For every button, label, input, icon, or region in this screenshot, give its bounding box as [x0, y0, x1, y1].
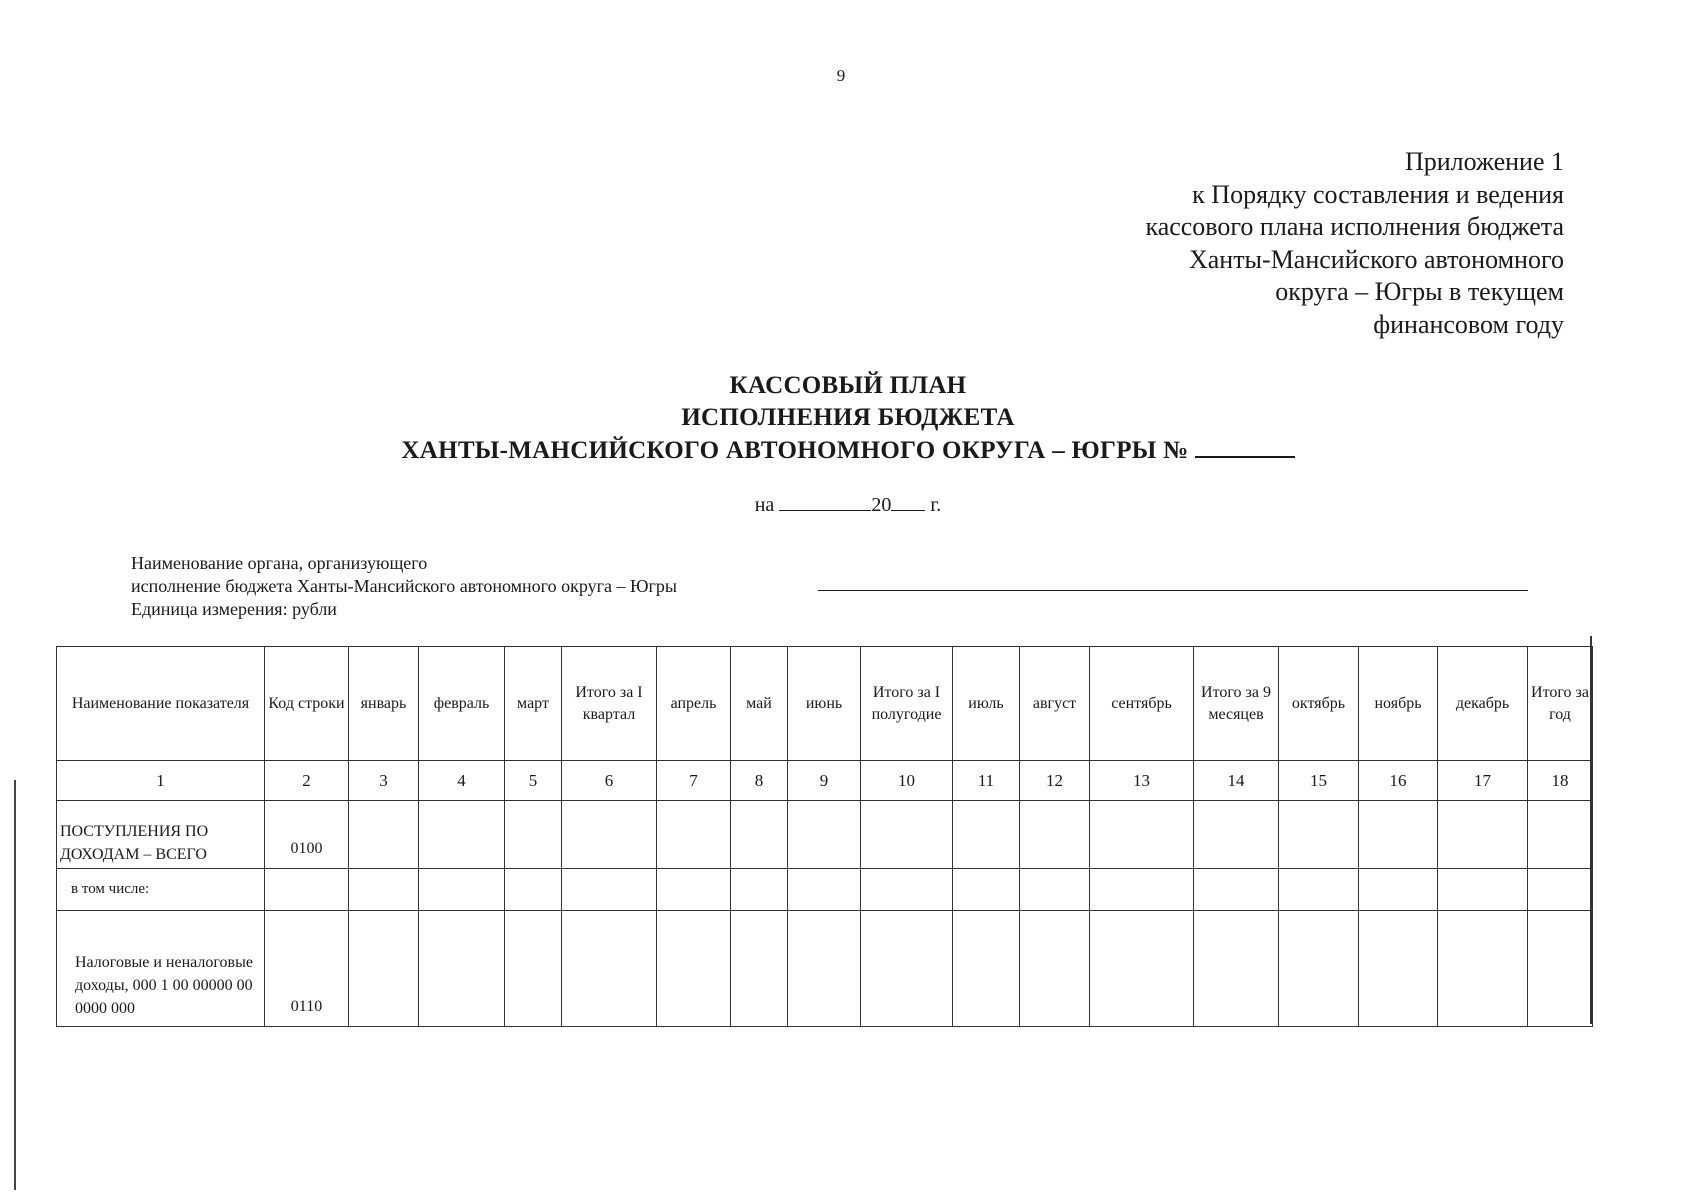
column-header: февраль: [419, 647, 505, 761]
column-header: сентябрь: [1090, 647, 1194, 761]
value-cell: [731, 911, 788, 1027]
org-label-1: Наименование органа, организующего: [131, 553, 428, 573]
value-cell: [953, 911, 1020, 1027]
column-number: 10: [861, 761, 953, 801]
header-row: [57, 647, 1593, 761]
value-cell: [953, 801, 1020, 869]
table-row: [57, 911, 1593, 1027]
column-number: 7: [657, 761, 731, 801]
value-cell: [861, 801, 953, 869]
scan-margin-line: [14, 780, 16, 1190]
value-cell: [1528, 869, 1593, 911]
date-prefix: на: [754, 494, 775, 516]
value-cell: [657, 801, 731, 869]
value-cell: [788, 911, 861, 1027]
value-cell: [419, 911, 505, 1027]
column-header: Код строки: [265, 647, 349, 761]
value-cell: [861, 911, 953, 1027]
value-cell: [657, 911, 731, 1027]
value-cell: [1194, 801, 1279, 869]
value-cell: [1528, 801, 1593, 869]
appendix-note: [1145, 146, 1564, 341]
row-label: ПОСТУПЛЕНИЯ ПО ДОХОДАМ – ВСЕГО: [57, 801, 265, 869]
year-blank: [891, 494, 925, 511]
value-cell: [953, 869, 1020, 911]
column-number: 11: [953, 761, 1020, 801]
value-cell: [1020, 869, 1090, 911]
column-header: май: [731, 647, 788, 761]
column-header: август: [1020, 647, 1090, 761]
document-title: [0, 370, 1696, 467]
column-number-row: [57, 761, 1593, 801]
value-cell: [731, 801, 788, 869]
row-label: Налоговые и неналоговые доходы, 000 1 00 00000 00 0000 000: [57, 911, 265, 1027]
appendix-line: кассового плана исполнения бюджета: [1145, 212, 1564, 241]
value-cell: [1359, 801, 1438, 869]
value-cell: [1359, 869, 1438, 911]
scan-edge-line: [1590, 636, 1592, 1024]
row-code: 0110: [265, 911, 349, 1027]
column-number: 2: [265, 761, 349, 801]
value-cell: [657, 869, 731, 911]
value-cell: [349, 869, 419, 911]
value-cell: [1279, 869, 1359, 911]
column-header: март: [505, 647, 562, 761]
column-number: 14: [1194, 761, 1279, 801]
appendix-line: Приложение 1: [1404, 147, 1564, 176]
value-cell: [1194, 869, 1279, 911]
value-cell: [562, 869, 657, 911]
value-cell: [419, 801, 505, 869]
column-header: Итого за 9 месяцев: [1194, 647, 1279, 761]
column-header: Итого за I квартал: [562, 647, 657, 761]
title-line-3-text: ХАНТЫ-МАНСИЙСКОГО АВТОНОМНОГО ОКРУГА – ЮГРЫ №: [401, 437, 1189, 464]
value-cell: [349, 801, 419, 869]
column-number: 13: [1090, 761, 1194, 801]
appendix-line: к Порядку составления и ведения: [1192, 179, 1564, 209]
page-number: 9: [836, 66, 846, 85]
date-suffix: г.: [930, 494, 942, 516]
table-row: [57, 869, 1593, 911]
meta-block: [131, 552, 677, 621]
value-cell: [419, 869, 505, 911]
row-code: 0100: [265, 801, 349, 869]
column-number: 12: [1020, 761, 1090, 801]
value-cell: [1020, 911, 1090, 1027]
value-cell: [1279, 911, 1359, 1027]
value-cell: [1359, 911, 1438, 1027]
column-number: 3: [349, 761, 419, 801]
column-number: 16: [1359, 761, 1438, 801]
value-cell: [1528, 911, 1593, 1027]
title-line-3: [0, 434, 1696, 467]
column-header: январь: [349, 647, 419, 761]
row-code: [265, 869, 349, 911]
column-header: декабрь: [1438, 647, 1528, 761]
value-cell: [562, 911, 657, 1027]
column-header: июль: [953, 647, 1020, 761]
org-label-2: исполнение бюджета Ханты-Мансийского автономного округа – Югры: [131, 576, 677, 596]
column-number: 17: [1438, 761, 1528, 801]
column-number: 18: [1528, 761, 1593, 801]
value-cell: [861, 869, 953, 911]
appendix-line: округа – Югры в текущем: [1275, 277, 1564, 306]
column-number: 8: [731, 761, 788, 801]
value-cell: [1090, 911, 1194, 1027]
column-number: 9: [788, 761, 861, 801]
value-cell: [1438, 911, 1528, 1027]
column-header: Наименование показателя: [57, 647, 265, 761]
row-label: в том числе:: [57, 869, 265, 911]
org-name-blank: [818, 590, 1528, 591]
value-cell: [562, 801, 657, 869]
column-number: 6: [562, 761, 657, 801]
value-cell: [505, 869, 562, 911]
value-cell: [1438, 801, 1528, 869]
column-number: 15: [1279, 761, 1359, 801]
unit-label: Единица измерения: рубли: [131, 599, 337, 619]
column-number: 5: [505, 761, 562, 801]
value-cell: [1438, 869, 1528, 911]
cash-plan-table: [56, 646, 1593, 1027]
value-cell: [505, 801, 562, 869]
value-cell: [788, 801, 861, 869]
column-header: Итого за I полугодие: [861, 647, 953, 761]
column-header: ноябрь: [1359, 647, 1438, 761]
value-cell: [1090, 869, 1194, 911]
number-blank: [1195, 434, 1295, 458]
column-header: апрель: [657, 647, 731, 761]
value-cell: [1194, 911, 1279, 1027]
value-cell: [1279, 801, 1359, 869]
date-year-prefix: 20: [871, 494, 892, 516]
value-cell: [505, 911, 562, 1027]
appendix-line: финансовом году: [1373, 309, 1564, 339]
column-header: Итого за год: [1528, 647, 1593, 761]
title-line-2: ИСПОЛНЕНИЯ БЮДЖЕТА: [681, 404, 1015, 431]
value-cell: [1090, 801, 1194, 869]
table-row: [57, 801, 1593, 869]
appendix-line: Ханты-Мансийского автономного: [1188, 244, 1564, 274]
date-line: [0, 494, 1696, 517]
column-number: 4: [419, 761, 505, 801]
value-cell: [349, 911, 419, 1027]
value-cell: [788, 869, 861, 911]
date-blank: [779, 494, 871, 511]
column-header: июнь: [788, 647, 861, 761]
title-line-1: КАССОВЫЙ ПЛАН: [729, 372, 967, 399]
value-cell: [1020, 801, 1090, 869]
value-cell: [731, 869, 788, 911]
column-header: октябрь: [1279, 647, 1359, 761]
column-number: 1: [57, 761, 265, 801]
